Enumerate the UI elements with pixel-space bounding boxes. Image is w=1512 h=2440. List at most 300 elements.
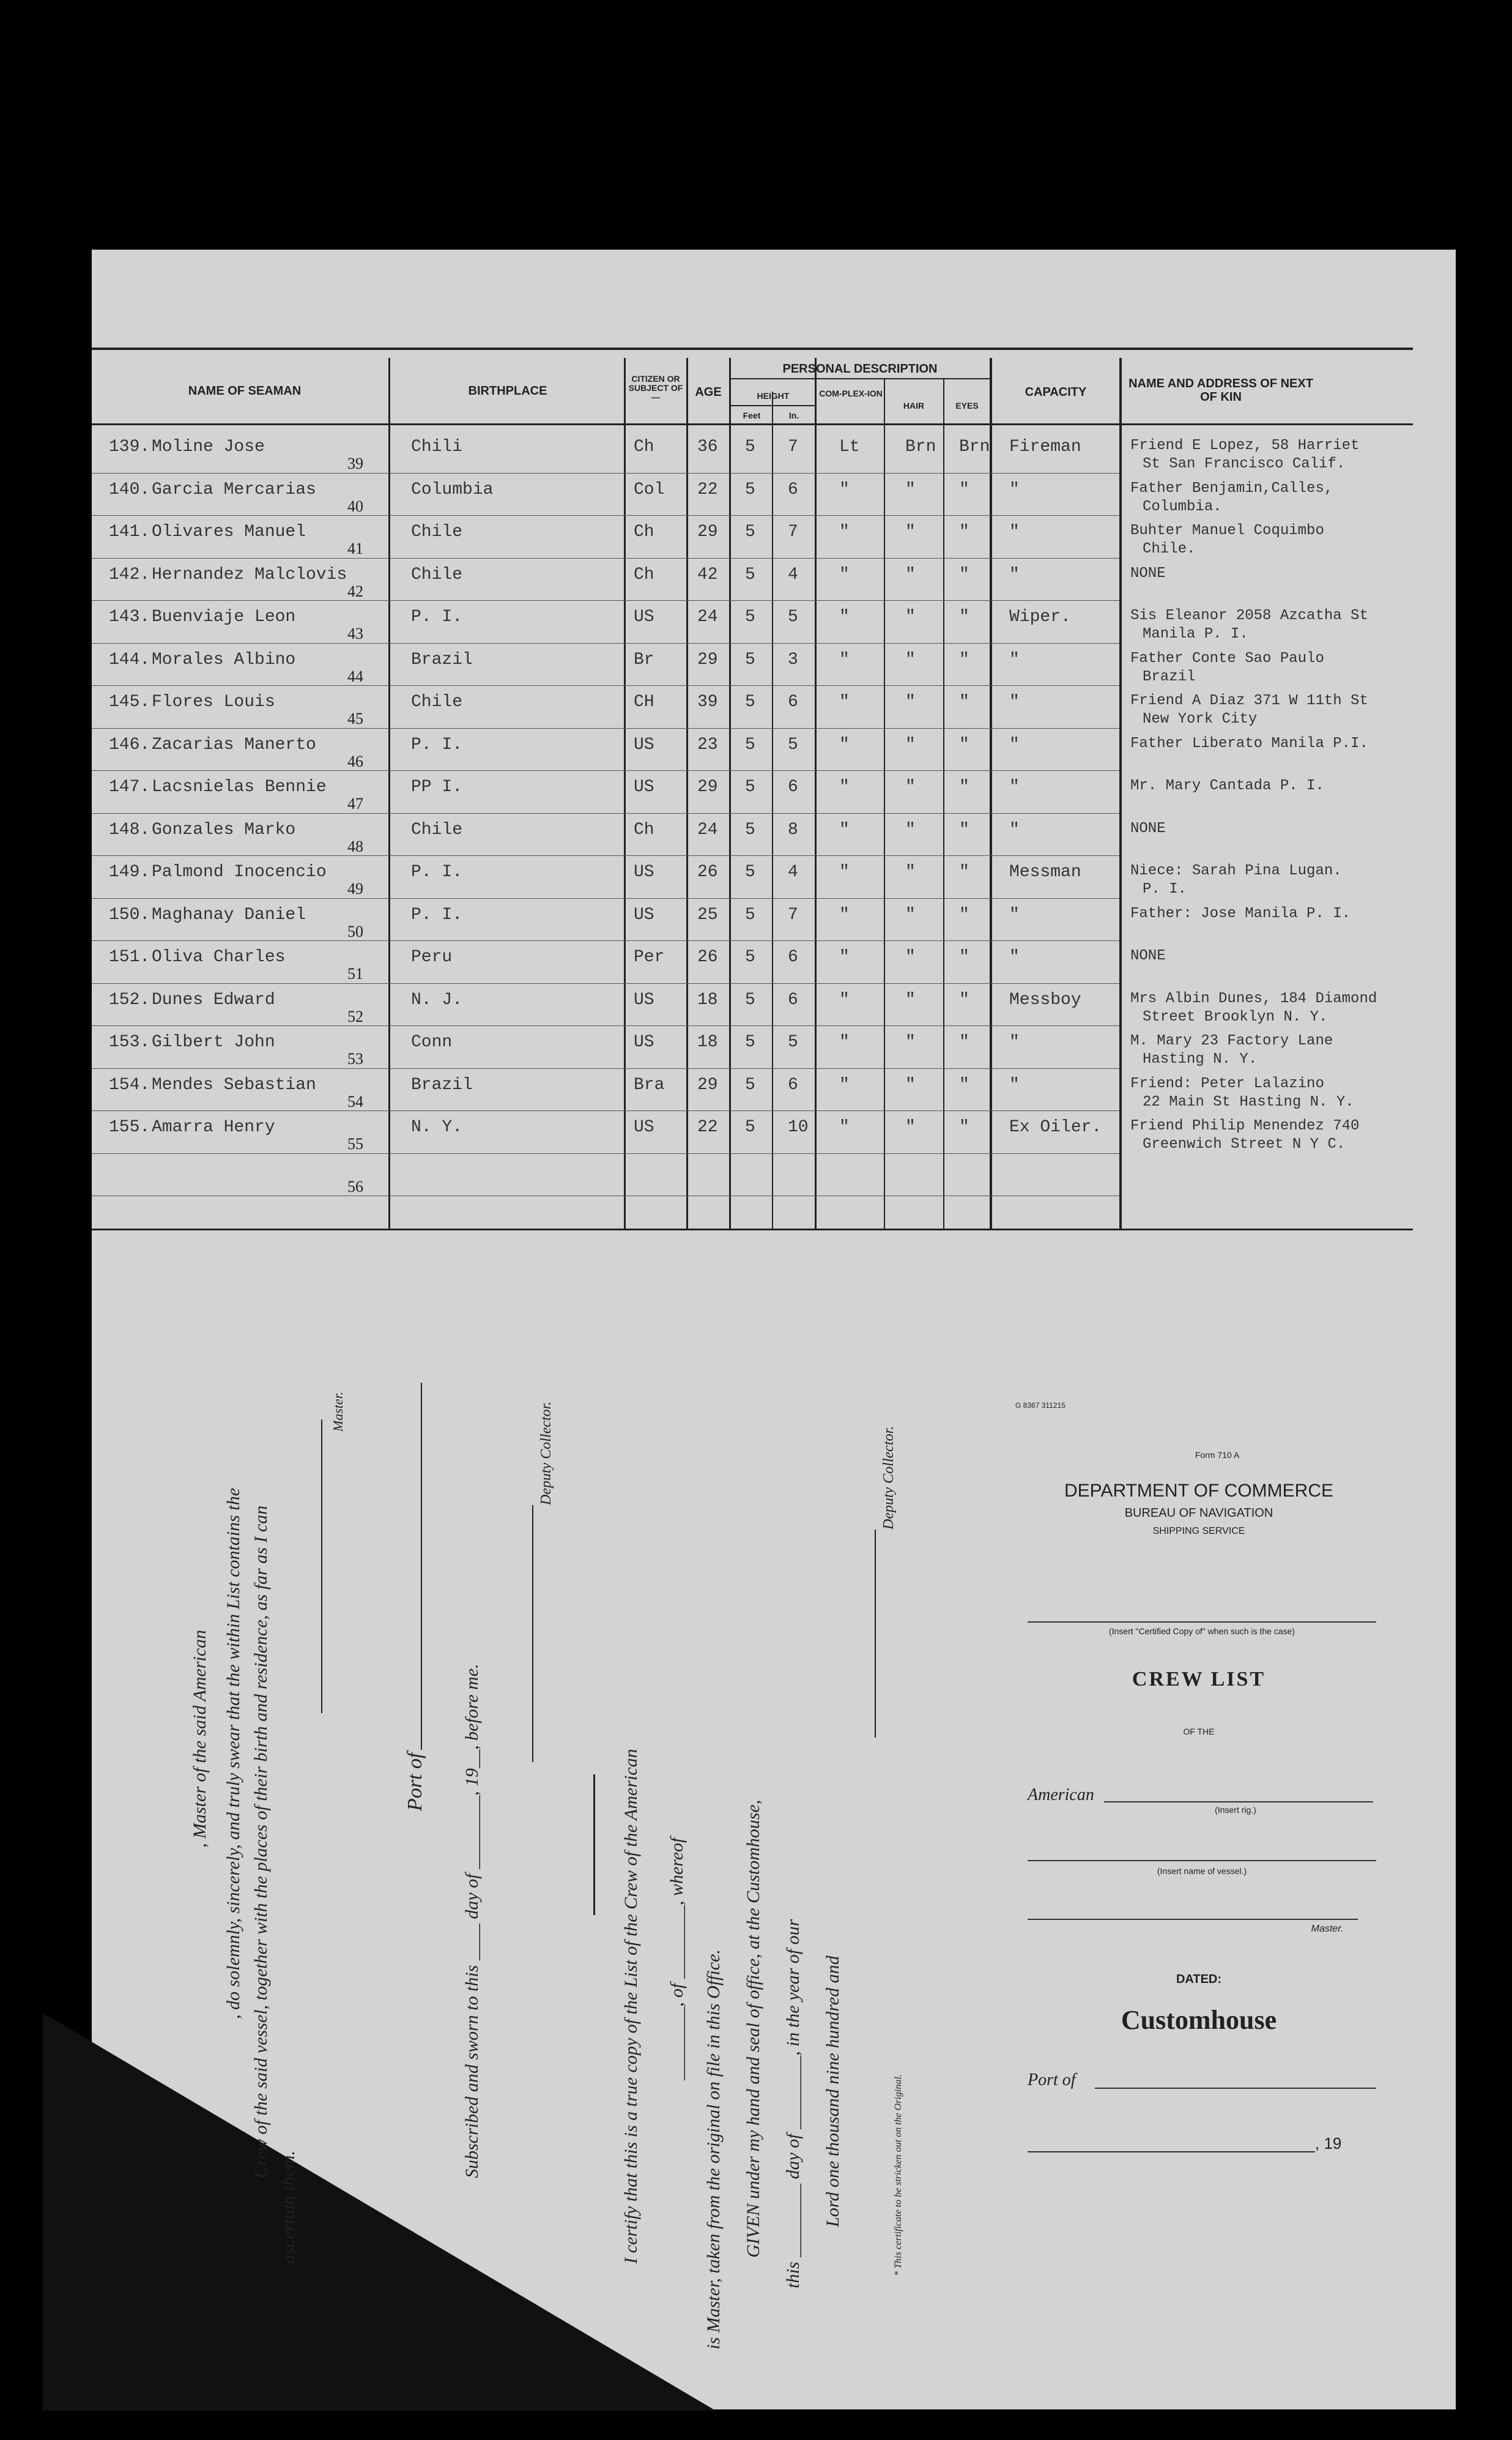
- cell-name: Buenviaje Leon: [152, 608, 296, 627]
- cell-eyes: ": [959, 693, 969, 712]
- cell-age: 26: [697, 948, 718, 967]
- cell-eyes: ": [959, 523, 969, 541]
- cell-num: 56: [347, 1177, 363, 1196]
- cell-cap: Messman: [1009, 863, 1081, 882]
- cell-hair: ": [905, 820, 916, 839]
- row-line: [92, 515, 1119, 516]
- cell-eyes: ": [959, 1033, 969, 1052]
- cell-cit: US: [634, 608, 654, 627]
- oath-sworn: Subscribed and sworn to this ____ day of ________, 19__, before me.: [462, 1664, 482, 2178]
- oath-port-line: [421, 1383, 422, 1750]
- cell-birth: PP I.: [411, 778, 463, 797]
- cell-num: 51: [347, 965, 363, 983]
- cell-kin1: NONE: [1130, 565, 1166, 582]
- table-bottom-rule: [92, 1229, 1413, 1230]
- cell-kin1: Friend Philip Menendez 740: [1130, 1118, 1360, 1134]
- certify-line-3: is Master, taken from the original on file in this Office.: [703, 1949, 724, 2349]
- cell-kin2: New York City: [1143, 711, 1258, 727]
- port-of-label: Port of: [1028, 2070, 1076, 2089]
- cell-ft: 5: [745, 948, 755, 967]
- row-line: [92, 643, 1119, 644]
- cell-birth: Peru: [411, 948, 453, 967]
- oath-line-4: ascertain them.: [278, 2151, 298, 2264]
- cell-eyes: ": [959, 1118, 969, 1137]
- header-birthplace: BIRTHPLACE: [468, 384, 547, 398]
- cell-ft: 5: [745, 990, 755, 1010]
- col-divider: [729, 358, 731, 1230]
- header-height: HEIGHT: [757, 391, 790, 401]
- cell-hair: ": [905, 1075, 916, 1095]
- cell-idx: 155.: [109, 1118, 150, 1137]
- cell-num: 39: [347, 455, 363, 472]
- cell-kin2: Greenwich Street N Y C.: [1143, 1136, 1346, 1153]
- cell-name: Moline Jose: [152, 437, 265, 456]
- cell-idx: 142.: [109, 565, 150, 584]
- american-label: American: [1028, 1785, 1094, 1804]
- port-line: [1095, 2088, 1376, 2089]
- cell-hair: ": [905, 608, 916, 627]
- cell-eyes: ": [959, 735, 969, 754]
- cell-name: Mendes Sebastian: [152, 1075, 316, 1095]
- cell-eyes: ": [959, 1075, 969, 1095]
- oath-master-label: Master.: [330, 1391, 346, 1432]
- cell-inch: 8: [788, 820, 798, 839]
- vessel-line: [1028, 1860, 1376, 1861]
- cell-inch: 4: [788, 565, 798, 584]
- row-line: [92, 855, 1119, 856]
- cell-age: 22: [697, 480, 718, 499]
- cell-inch: 6: [788, 778, 798, 797]
- rig-line: [1104, 1801, 1373, 1802]
- cell-name: Gilbert John: [152, 1033, 275, 1052]
- cell-hair: ": [905, 778, 916, 797]
- year-label: , 19: [1315, 2134, 1342, 2152]
- cell-hair: ": [905, 990, 916, 1010]
- cell-birth: Conn: [411, 1033, 453, 1052]
- cell-hair: ": [905, 735, 916, 754]
- cell-ft: 5: [745, 735, 755, 754]
- oath-line-2: , do solemnly, sincerely, and truly swear that the within List contains the: [223, 1487, 243, 2019]
- row-line: [92, 983, 1119, 984]
- cell-eyes: ": [959, 480, 969, 499]
- cell-cap: ": [1009, 820, 1020, 839]
- cell-num: 40: [347, 497, 363, 515]
- cell-comp: ": [839, 1118, 850, 1137]
- of-the-label: OF THE: [1183, 1727, 1215, 1736]
- header-name: NAME OF SEAMAN: [188, 384, 302, 398]
- cell-cap: ": [1009, 905, 1020, 924]
- cell-ft: 5: [745, 650, 755, 669]
- header-hair: HAIR: [903, 401, 925, 411]
- cell-cit: US: [634, 990, 654, 1010]
- cell-kin1: Father Liberato Manila P.I.: [1130, 735, 1368, 752]
- header-citizen: CITIZEN OR SUBJECT OF—: [628, 374, 683, 402]
- cell-idx: 149.: [109, 863, 150, 882]
- cell-kin2: P. I.: [1143, 881, 1187, 898]
- cell-num: 52: [347, 1007, 363, 1025]
- table-top-rule: [92, 348, 1413, 350]
- cell-num: 53: [347, 1050, 363, 1068]
- cell-age: 24: [697, 820, 718, 839]
- cell-num: 47: [347, 795, 363, 813]
- cell-cap: ": [1009, 735, 1020, 754]
- cell-name: Flores Louis: [152, 693, 275, 712]
- oath-port: Port of: [404, 1752, 426, 1811]
- cell-cap: ": [1009, 650, 1020, 669]
- cell-hair: ": [905, 480, 916, 499]
- cell-age: 29: [697, 650, 718, 669]
- row-line: [92, 1110, 1119, 1111]
- date-line: [1028, 2151, 1315, 2152]
- cell-inch: 3: [788, 650, 798, 669]
- cell-hair: ": [905, 523, 916, 541]
- insert-copy-note: (Insert "Certified Copy of" when such is the case): [1108, 1626, 1295, 1636]
- row-line: [92, 728, 1119, 729]
- cell-inch: 6: [788, 990, 798, 1010]
- cell-idx: 139.: [109, 437, 150, 456]
- cell-inch: 6: [788, 948, 798, 967]
- cell-cap: ": [1009, 1075, 1020, 1095]
- cell-comp: ": [839, 905, 850, 924]
- header-kin: NAME AND ADDRESS OF NEXT OF KIN: [1128, 377, 1313, 404]
- cell-kin1: Father Conte Sao Paulo: [1130, 650, 1324, 667]
- cell-comp: ": [839, 523, 850, 541]
- cell-inch: 7: [788, 437, 798, 456]
- cell-eyes: Brn: [959, 437, 990, 456]
- cell-name: Garcia Mercarias: [152, 480, 316, 499]
- cell-name: Morales Albino: [152, 650, 296, 669]
- row-line: [92, 770, 1119, 771]
- row-line: [92, 558, 1119, 559]
- cell-name: Hernandez Malclovis: [152, 565, 347, 584]
- cell-inch: 6: [788, 693, 798, 712]
- cell-birth: N. J.: [411, 990, 463, 1010]
- cell-hair: ": [905, 650, 916, 669]
- header-age: AGE: [695, 385, 722, 399]
- cell-comp: ": [839, 820, 850, 839]
- cell-kin2: Hasting N. Y.: [1143, 1051, 1258, 1068]
- cell-ft: 5: [745, 863, 755, 882]
- cell-birth: Chile: [411, 565, 463, 584]
- cell-name: Lacsnielas Bennie: [152, 778, 327, 797]
- certify-deputy: Deputy Collector.: [881, 1426, 897, 1530]
- cell-idx: 153.: [109, 1033, 150, 1052]
- col-divider: [884, 379, 885, 1230]
- cell-inch: 7: [788, 523, 798, 541]
- dated-label: DATED:: [1176, 1973, 1222, 1986]
- cell-num: 50: [347, 922, 363, 940]
- header-complexion: COM-PLEX-ION: [819, 389, 883, 398]
- cell-num: 46: [347, 752, 363, 770]
- cell-kin1: Father Benjamin,Calles,: [1130, 480, 1333, 497]
- col-divider: [686, 358, 688, 1230]
- cell-kin1: NONE: [1130, 948, 1166, 964]
- col-divider: [815, 358, 817, 1230]
- cell-ft: 5: [745, 1075, 755, 1095]
- cell-num: 55: [347, 1135, 363, 1153]
- cell-comp: ": [839, 863, 850, 882]
- master-line: [1028, 1919, 1358, 1920]
- col-divider: [990, 358, 992, 1230]
- cell-hair: ": [905, 863, 916, 882]
- cell-eyes: ": [959, 863, 969, 882]
- cell-age: 29: [697, 778, 718, 797]
- cell-birth: P. I.: [411, 863, 463, 882]
- cell-name: Oliva Charles: [152, 948, 286, 967]
- cell-kin1: Sis Eleanor 2058 Azcatha St: [1130, 608, 1368, 624]
- cell-num: 45: [347, 710, 363, 727]
- cell-kin2: 22 Main St Hasting N. Y.: [1143, 1093, 1354, 1110]
- cell-age: 24: [697, 608, 718, 627]
- row-line: [92, 600, 1119, 601]
- cell-kin1: M. Mary 23 Factory Lane: [1130, 1033, 1333, 1049]
- cell-ft: 5: [745, 565, 755, 584]
- cell-idx: 143.: [109, 608, 150, 627]
- cell-comp: ": [839, 693, 850, 712]
- cell-ft: 5: [745, 480, 755, 499]
- cell-num: 42: [347, 582, 363, 600]
- cell-birth: Brazil: [411, 650, 473, 669]
- cell-inch: 4: [788, 863, 798, 882]
- cell-eyes: ": [959, 608, 969, 627]
- cell-age: 22: [697, 1118, 718, 1137]
- cell-comp: ": [839, 650, 850, 669]
- cell-comp: Lt: [839, 437, 860, 456]
- cell-age: 25: [697, 905, 718, 924]
- row-line: [92, 1025, 1119, 1026]
- form-number: Form 710 A: [1195, 1450, 1240, 1460]
- cell-ft: 5: [745, 778, 755, 797]
- cell-name: Palmond Inocencio: [152, 863, 327, 882]
- cell-cit: Col: [634, 480, 665, 499]
- cell-idx: 147.: [109, 778, 150, 797]
- master-label: Master.: [1311, 1924, 1344, 1934]
- cell-inch: 10: [788, 1118, 809, 1137]
- cell-cap: ": [1009, 523, 1020, 541]
- cell-birth: Chile: [411, 820, 463, 839]
- cell-name: Amarra Henry: [152, 1118, 275, 1137]
- cell-kin2: Manila P. I.: [1143, 626, 1248, 642]
- cell-cit: Ch: [634, 820, 654, 839]
- service-title: SHIPPING SERVICE: [1152, 1526, 1245, 1536]
- row-line: [92, 940, 1119, 941]
- cell-kin1: Friend: Peter Lalazino: [1130, 1075, 1324, 1092]
- cell-hair: Brn: [905, 437, 936, 456]
- cell-ft: 5: [745, 608, 755, 627]
- form-code: G 8367 311215: [1015, 1401, 1065, 1410]
- certify-line-1: I certify that this is a true copy of the List of the Crew of the American: [621, 1749, 641, 2264]
- cell-cap: ": [1009, 1033, 1020, 1052]
- cell-ft: 5: [745, 1033, 755, 1052]
- cell-hair: ": [905, 565, 916, 584]
- cell-cit: Ch: [634, 523, 654, 541]
- cell-age: 18: [697, 990, 718, 1010]
- cell-age: 29: [697, 523, 718, 541]
- cell-birth: P. I.: [411, 905, 463, 924]
- cell-eyes: ": [959, 778, 969, 797]
- cell-cit: US: [634, 863, 654, 882]
- col-divider: [624, 358, 626, 1230]
- cell-idx: 148.: [109, 820, 150, 839]
- col-divider: [772, 392, 773, 1230]
- cell-cit: US: [634, 735, 654, 754]
- cell-comp: ": [839, 480, 850, 499]
- cell-age: 36: [697, 437, 718, 456]
- cell-comp: ": [839, 1075, 850, 1095]
- cell-inch: 5: [788, 735, 798, 754]
- cell-cap: ": [1009, 778, 1020, 797]
- cell-num: 41: [347, 540, 363, 557]
- cell-cit: US: [634, 905, 654, 924]
- cell-kin2: Columbia.: [1143, 498, 1222, 515]
- cell-kin1: NONE: [1130, 820, 1166, 837]
- cell-kin2: Chile.: [1143, 541, 1196, 557]
- cell-hair: ": [905, 905, 916, 924]
- cell-cit: CH: [634, 693, 654, 712]
- cell-hair: ": [905, 948, 916, 967]
- cell-birth: P. I.: [411, 608, 463, 627]
- cell-birth: Chile: [411, 523, 463, 541]
- row-line: [92, 1068, 1119, 1069]
- cell-age: 29: [697, 1075, 718, 1095]
- table-header-rule: [92, 423, 1413, 425]
- cell-cit: Ch: [634, 437, 654, 456]
- cell-kin1: Father: Jose Manila P. I.: [1130, 905, 1351, 922]
- col-divider: [1119, 358, 1122, 1230]
- col-divider: [388, 358, 390, 1230]
- cell-idx: 145.: [109, 693, 150, 712]
- cell-birth: P. I.: [411, 735, 463, 754]
- cell-eyes: ": [959, 650, 969, 669]
- header-capacity: CAPACITY: [1025, 385, 1087, 399]
- header-eyes: EYES: [955, 401, 979, 411]
- cell-kin1: Buhter Manuel Coquimbo: [1130, 523, 1324, 539]
- certify-line-5: this ________ day of ________, in the year of our: [783, 1919, 803, 2288]
- department-title: DEPARTMENT OF COMMERCE: [1064, 1481, 1334, 1501]
- oath-master-line: [321, 1419, 322, 1713]
- cell-num: 54: [347, 1092, 363, 1110]
- cell-ft: 5: [745, 693, 755, 712]
- row-line: [92, 813, 1119, 814]
- cell-num: 49: [347, 880, 363, 898]
- cell-cap: Wiper.: [1009, 608, 1071, 627]
- cell-name: Dunes Edward: [152, 990, 275, 1010]
- cell-cit: Ch: [634, 565, 654, 584]
- cell-ft: 5: [745, 523, 755, 541]
- cell-inch: 6: [788, 1075, 798, 1095]
- cell-cap: ": [1009, 948, 1020, 967]
- cell-idx: 141.: [109, 523, 150, 541]
- cell-hair: ": [905, 693, 916, 712]
- cell-kin1: Mr. Mary Cantada P. I.: [1130, 778, 1324, 794]
- cell-ft: 5: [745, 437, 755, 456]
- cell-comp: ": [839, 735, 850, 754]
- cell-idx: 152.: [109, 990, 150, 1010]
- cell-num: 43: [347, 625, 363, 642]
- cell-kin2: Street Brooklyn N. Y.: [1143, 1008, 1328, 1025]
- cell-ft: 5: [745, 820, 755, 839]
- oath-deputy: Deputy Collector.: [538, 1401, 554, 1505]
- cell-age: 18: [697, 1033, 718, 1052]
- cell-age: 23: [697, 735, 718, 754]
- row-line: [92, 1153, 1119, 1154]
- cell-birth: Chili: [411, 437, 463, 456]
- insert-rig-note: (Insert rig.): [1215, 1805, 1256, 1815]
- cell-idx: 144.: [109, 650, 150, 669]
- cell-cit: Br: [634, 650, 654, 669]
- cell-name: Gonzales Marko: [152, 820, 296, 839]
- cell-num: 48: [347, 837, 363, 855]
- cell-idx: 154.: [109, 1075, 150, 1095]
- cell-comp: ": [839, 990, 850, 1010]
- row-line: [92, 473, 1119, 474]
- header-personal: PERSONAL DESCRIPTION: [782, 362, 938, 376]
- customhouse-title: Customhouse: [1121, 2005, 1277, 2035]
- cell-comp: ": [839, 608, 850, 627]
- cell-inch: 5: [788, 608, 798, 627]
- cell-birth: Chile: [411, 693, 463, 712]
- certify-note: * This certificate to be stricken out on the Original.: [893, 2074, 903, 2276]
- cell-birth: Brazil: [411, 1075, 473, 1095]
- cell-kin1: Friend E Lopez, 58 Harriet: [1130, 437, 1360, 454]
- cell-ft: 5: [745, 1118, 755, 1137]
- cell-num: 44: [347, 667, 363, 685]
- cell-cit: Bra: [634, 1075, 665, 1095]
- cell-comp: ": [839, 778, 850, 797]
- cell-kin2: Brazil: [1143, 668, 1196, 685]
- certified-copy-line: [1028, 1621, 1376, 1623]
- col-divider: [943, 379, 944, 1230]
- cell-eyes: ": [959, 905, 969, 924]
- cell-age: 42: [697, 565, 718, 584]
- certify-line-4: GIVEN under my hand and seal of office, at the Customhouse,: [743, 1799, 763, 2258]
- cell-comp: ": [839, 1033, 850, 1052]
- cell-idx: 151.: [109, 948, 150, 967]
- row-line: [92, 685, 1119, 686]
- header-inches: In.: [788, 411, 799, 420]
- insert-vessel-note: (Insert name of vessel.): [1157, 1866, 1247, 1876]
- cell-cap: ": [1009, 480, 1020, 499]
- cell-age: 39: [697, 693, 718, 712]
- cell-hair: ": [905, 1033, 916, 1052]
- cell-name: Olivares Manuel: [152, 523, 306, 541]
- cell-cit: Per: [634, 948, 665, 967]
- oath-divider: [593, 1774, 595, 1915]
- bureau-title: BUREAU OF NAVIGATION: [1124, 1506, 1273, 1520]
- cell-cit: US: [634, 778, 654, 797]
- header-subrule: [729, 405, 816, 406]
- oath-deputy-line: [532, 1505, 533, 1762]
- certify-line-6: Lord one thousand nine hundred and: [823, 1955, 843, 2227]
- cell-eyes: ": [959, 990, 969, 1010]
- cell-birth: Columbia: [411, 480, 494, 499]
- oath-line-1: , Master of the said American: [190, 1629, 210, 1848]
- cell-eyes: ": [959, 820, 969, 839]
- cell-cap: ": [1009, 565, 1020, 584]
- cell-name: Zacarias Manerto: [152, 735, 316, 754]
- cell-cit: US: [634, 1118, 654, 1137]
- cell-idx: 146.: [109, 735, 150, 754]
- cell-cap: Fireman: [1009, 437, 1081, 456]
- certify-line-2: ________, of ________, whereof: [667, 1837, 687, 2080]
- cell-kin1: Niece: Sarah Pina Lugan.: [1130, 863, 1342, 879]
- cell-inch: 7: [788, 905, 798, 924]
- cell-hair: ": [905, 1118, 916, 1137]
- cell-cap: Ex Oiler.: [1009, 1118, 1102, 1137]
- cell-cap: ": [1009, 693, 1020, 712]
- cell-idx: 140.: [109, 480, 150, 499]
- cell-kin1: Mrs Albin Dunes, 184 Diamond: [1130, 990, 1377, 1007]
